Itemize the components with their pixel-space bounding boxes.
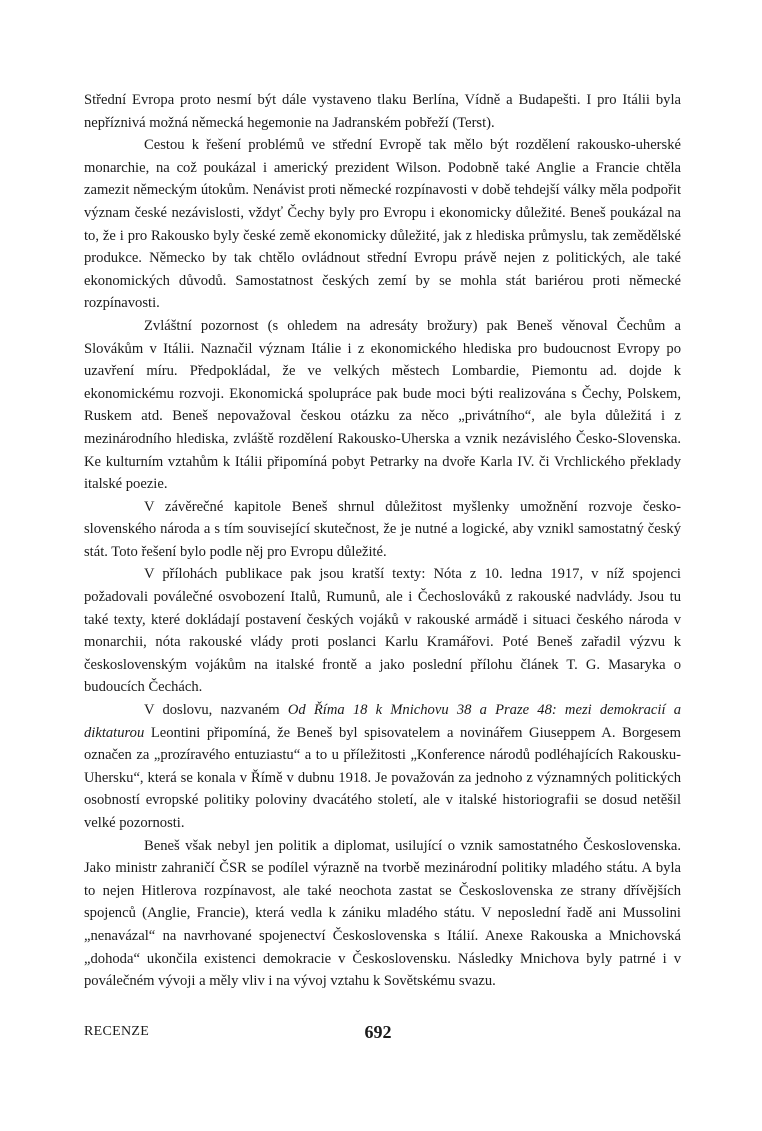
paragraph-text: Střední Evropa proto nesmí být dále vystaveno tlaku Berlína, Vídně a Budapešti. I pro Itálii byla nepříznivá možná německá hegemonie na Jadranském pobřeží (Terst). xyxy=(84,92,681,131)
paragraph-text: Cestou k řešení problémů ve střední Evropě tak mělo být rozdělení rakousko-uherské monarchie, na což poukázal i americký prezident Wilson. Podobně také Anglie a Francie chtěla zamezit německým útokům. Nenávist proti německé rozpínavosti v době tehdejší války měla podpořit význam české nezávislosti, vždyť Čechy byly pro Evropu i ekonomicky důležité. Beneš poukázal na to, že i pro Rakousko byly české země ekonomicky důležité, jak z hlediska průmyslu, tak zemědělské produkce. Německo by tak chtělo ovládnout střední Evropu právě nejen z politických, ale také ekonomických důvodů. Samostatnost českých zemí by se mohla stát bariérou proti německé rozpínavosti. xyxy=(84,137,681,312)
paragraph xyxy=(84,563,681,699)
paragraph xyxy=(84,89,681,134)
paragraph-text: Zvláštní pozornost (s ohledem na adresáty brožury) pak Beneš věnoval Čechům a Slovákům v Itálii. Naznačil význam Itálie i z ekonomického hlediska pro budoucnost Evropy po uzavření míru. Předpokládal, že ve velkých městech Lombardie, Piemontu ad. dojde k ekonomickému rozvoji. Ekonomická spolupráce pak bude moci býti realizována s Čechy, Polskem, Ruskem atd. Beneš nepovažoval českou otázku za něco „privátního“, ale byla důležitá i z mezinárodního hlediska, zvláště rozdělení Rakousko-Uherska a vznik nezávislého Česko-Slovenska. Ke kulturním vztahům k Itálii připomíná pobyt Petrarky na dvoře Karla IV. či Vrchlického překlady italské poezie. xyxy=(84,317,681,493)
paragraph xyxy=(84,496,681,564)
paragraph-text: V přílohách publikace pak jsou kratší texty: Nóta z 10. ledna 1917, v níž spojenci požadovali poválečné osvobození Italů, Rumunů, ale i Čechoslováků z rakouské nadvlády. Jsou tu také texty, které dokládají postavení českých vojáků v rakouské armádě i situaci českého národa v monarchii, nóta rakouské vlády proti poslanci Karlu Kramářovi. Poté Beneš zařadil výzvu k československým vojákům na italské frontě a jako poslední přílohu článek T. G. Masaryka o budoucích Čechách. xyxy=(84,566,681,696)
paragraph xyxy=(84,699,681,835)
paragraph-text: Beneš však nebyl jen politik a diplomat, usilující o vznik samostatného Československa. Jako ministr zahraničí ČSR se podílel výrazně na tvorbě mezinárodní politiky mladého státu. A byla to nejen Hitlerova rozpínavost, ale také neochota zastat se Československa ze strany dřívějších spojenců (Anglie, Francie), která vedla k zániku mladého státu. V neposlední řadě ani Mussolini „nenavázal“ na navrhované spojenectví Československa s Itálií. Anexe Rakouska a Mnichovská „dohoda“ ukončila existenci demokracie v Československu. Následky Mnichova byly patrné i v poválečném vývoji a měly vliv i na vývoj vztahu k Sovětskému svazu. xyxy=(84,837,681,990)
footer-section-label: RECENZE xyxy=(84,1024,150,1039)
page-number: 692 xyxy=(364,1022,392,1042)
paragraph xyxy=(84,315,681,496)
body-text xyxy=(84,89,681,993)
paragraph xyxy=(84,134,681,315)
afterword-title: Od Říma 18 k Mnichovu 38 a Praze 48: mezi demokracií a diktaturou xyxy=(84,702,681,741)
paragraph-text: Leontini připomíná, že Beneš byl spisovatelem a novinářem Giuseppem A. Borgesem označen za „prozíravého entuziastu“ a to u příležitosti „Konference národů podléhajících Rakousku-Uhersku“, která se konala v Římě v dubnu 1918. Je považován za jednoho z významných politických osobností evropské politiky poloviny dvacátého století, ale v italské historiografii se dosud netěšil velké pozornosti. xyxy=(84,724,681,831)
paragraph xyxy=(84,835,681,993)
paragraph-text: V závěrečné kapitole Beneš shrnul důležitost myšlenky umožnění rozvoje česko-slovenského národa a s tím související skutečnost, že je nutné a logické, aby vznikl samostatný český stát. Toto řešení bylo podle něj pro Evropu důležité. xyxy=(84,498,681,560)
paragraph-text: V doslovu, nazvaném xyxy=(144,702,288,719)
